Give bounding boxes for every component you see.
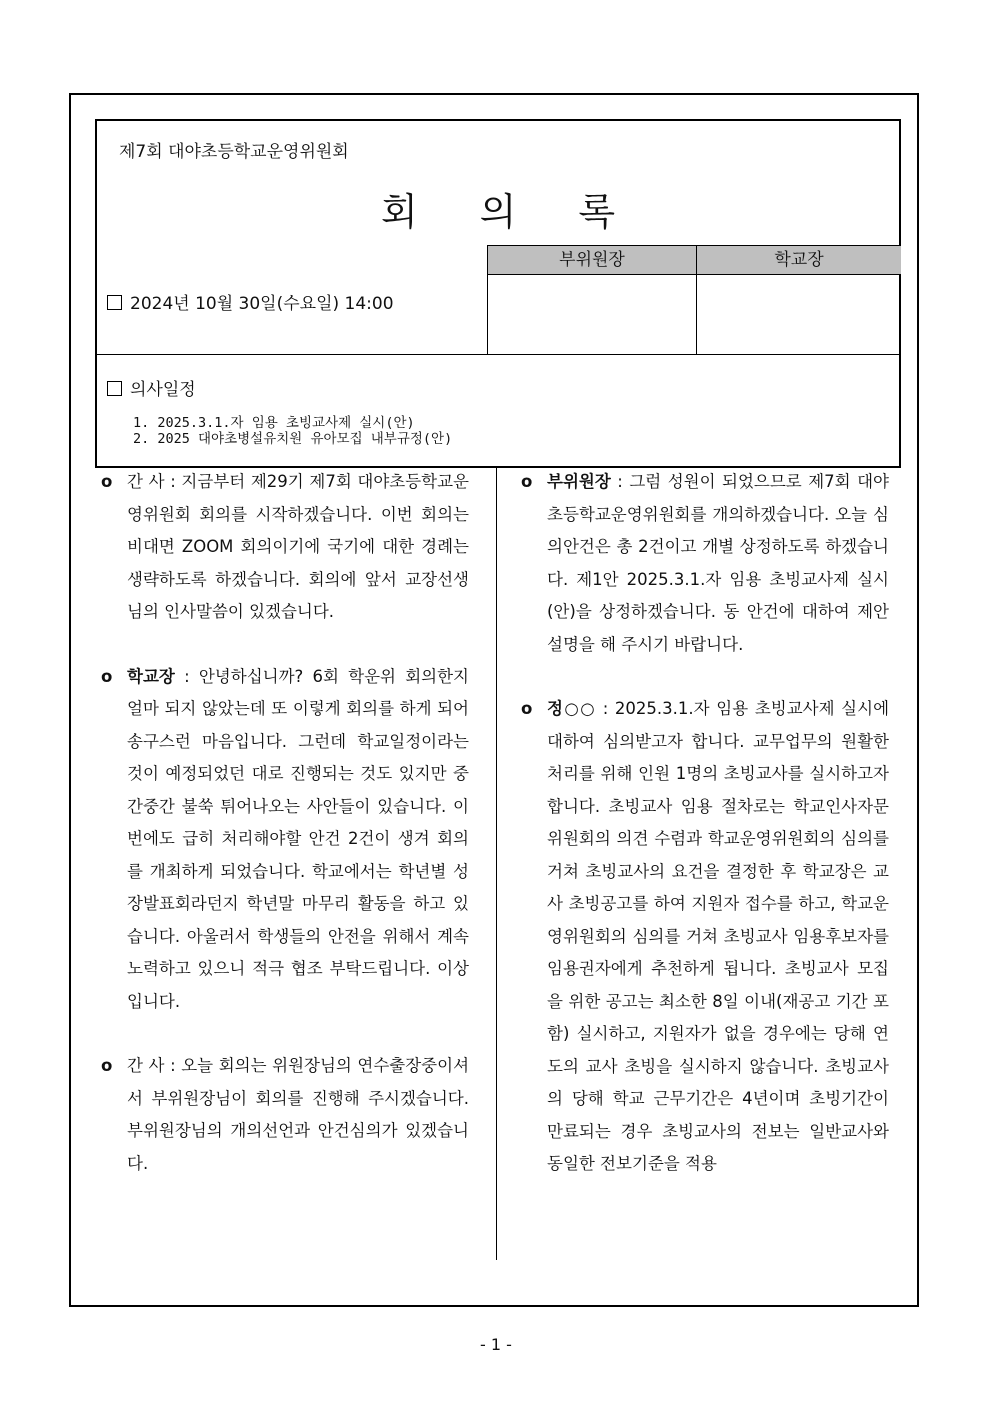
speaker: 간 사 bbox=[127, 472, 165, 491]
statement: : 그럼 성원이 되었으므로 제7회 대야초등학교운영위원회를 개의하겠습니다. 오늘 심의안건은 총 2건이고 개별 상정하도록 하겠습니다. 제1안 2025.3.1.자 임용 초빙교사제 실시(안)을 상정하겠습니다. 동 안건에 대하여 제안 설명을 해 주시기 바랍니다. bbox=[547, 472, 889, 654]
page-number: - 1 - bbox=[480, 1335, 512, 1354]
checkbox-icon bbox=[107, 295, 122, 310]
speaker: 학교장 bbox=[127, 666, 175, 686]
bullet-icon: o bbox=[101, 472, 113, 491]
signature-table bbox=[487, 245, 901, 355]
divider bbox=[97, 354, 899, 355]
speaker: 간 사 bbox=[127, 1056, 165, 1075]
bullet-icon: o bbox=[101, 666, 113, 686]
right-column bbox=[521, 466, 890, 1213]
speaker: 부위원장 bbox=[547, 472, 611, 491]
column-divider bbox=[496, 468, 497, 1260]
speaker: 정○○ bbox=[547, 699, 597, 718]
agenda-heading: 의사일정 bbox=[107, 375, 196, 400]
minute-entry bbox=[521, 693, 890, 1181]
checkbox-icon bbox=[107, 381, 122, 396]
statement: : 안녕하십니까? 6회 학운위 회의한지 얼마 되지 않았는데 또 이렇게 회의를 하게 되어 송구스런 마음입니다. 그런데 학교일정이라는 것이 예정되었던 대로 진행되는 것도 있지만 중간중간 불쑥 튀어나오는 사안들이 있습니다. 이번에도 급히 처리해야할 안건 2건이 생겨 회의를 개최하게 되었습니다. 학교에서는 학년별 성장발표회라던지 학년말 마무리 활동을 하고 있습니다. 아울러서 학생들의 안전을 위해서 계속 노력하고 있으니 적극 협조 부탁드립니다. 이상입니다. bbox=[127, 666, 469, 1011]
meeting-date: 2024년 10월 30일(수요일) 14:00 bbox=[107, 289, 394, 314]
agenda-item: 2. 2025 대야초병설유치원 유아모집 내부규정(안) bbox=[133, 431, 453, 447]
document-title: 회의록 bbox=[380, 190, 678, 234]
agenda-list bbox=[133, 415, 452, 447]
left-column bbox=[101, 466, 470, 1212]
sign-header: 학교장 bbox=[697, 245, 901, 275]
bullet-icon: o bbox=[521, 699, 533, 718]
bullet-icon: o bbox=[101, 1056, 113, 1075]
minute-entry bbox=[521, 466, 889, 661]
minute-entry bbox=[101, 1050, 470, 1180]
statement: : 2025.3.1.자 임용 초빙교사제 실시에 대하여 심의받고자 합니다. 교무업무의 원활한 처리를 위해 인원 1명의 초빙교사를 실시하고자 합니다. 초빙교사 임용 절차로는 학교인사자문위원회의 의견 수렴과 학교운영위원회의 심의를 거쳐 초빙교사의 요건을 결정한 후 학교장은 교사 초빙공고를 하여 지원자 접수를 하고, 학교운영위원회의 심의를 거쳐 초빙교사 임용후보자를 임용권자에게 추천하게 됩니다. 초빙교사 모집을 위한 공고는 최소한 8일 이내(재공고 기간 포함) 실시하고, 지원자가 없을 경우에는 당해 연도의 교사 초빙을 실시하지 않습니다. 초빙교사의 당해 학교 근무기간은 4년이며 초빙기간이 만료되는 경우 초빙교사의 전보는 일반교사와 동일한 전보기준을 적용 bbox=[547, 699, 890, 1173]
statement: : 오늘 회의는 위원장님의 연수출장중이셔서 부위원장님이 회의를 진행해 주시겠습니다. 부위원장님의 개의선언과 안건심의가 있겠습니다. bbox=[127, 1056, 470, 1173]
minute-entry bbox=[101, 661, 469, 1019]
statement: : 지금부터 제29기 제7회 대야초등학교운영위원회 회의를 시작하겠습니다. 이번 회의는 비대면 ZOOM 회의이기에 국기에 대한 경례는 생략하도록 하겠습니다. 회의에 앞서 교장선생님의 인사말씀이 있겠습니다. bbox=[127, 472, 469, 621]
sign-cell-vice-chair bbox=[487, 245, 696, 355]
minutes-header bbox=[95, 119, 901, 468]
sign-header: 부위원장 bbox=[488, 245, 696, 275]
sign-cell-principal bbox=[696, 245, 901, 355]
agenda-item: 1. 2025.3.1.자 임용 초빙교사제 실시(안) bbox=[133, 415, 415, 431]
bullet-icon: o bbox=[521, 472, 533, 491]
org-name: 제7회 대야초등학교운영위원회 bbox=[119, 142, 349, 162]
minute-entry bbox=[101, 466, 469, 629]
